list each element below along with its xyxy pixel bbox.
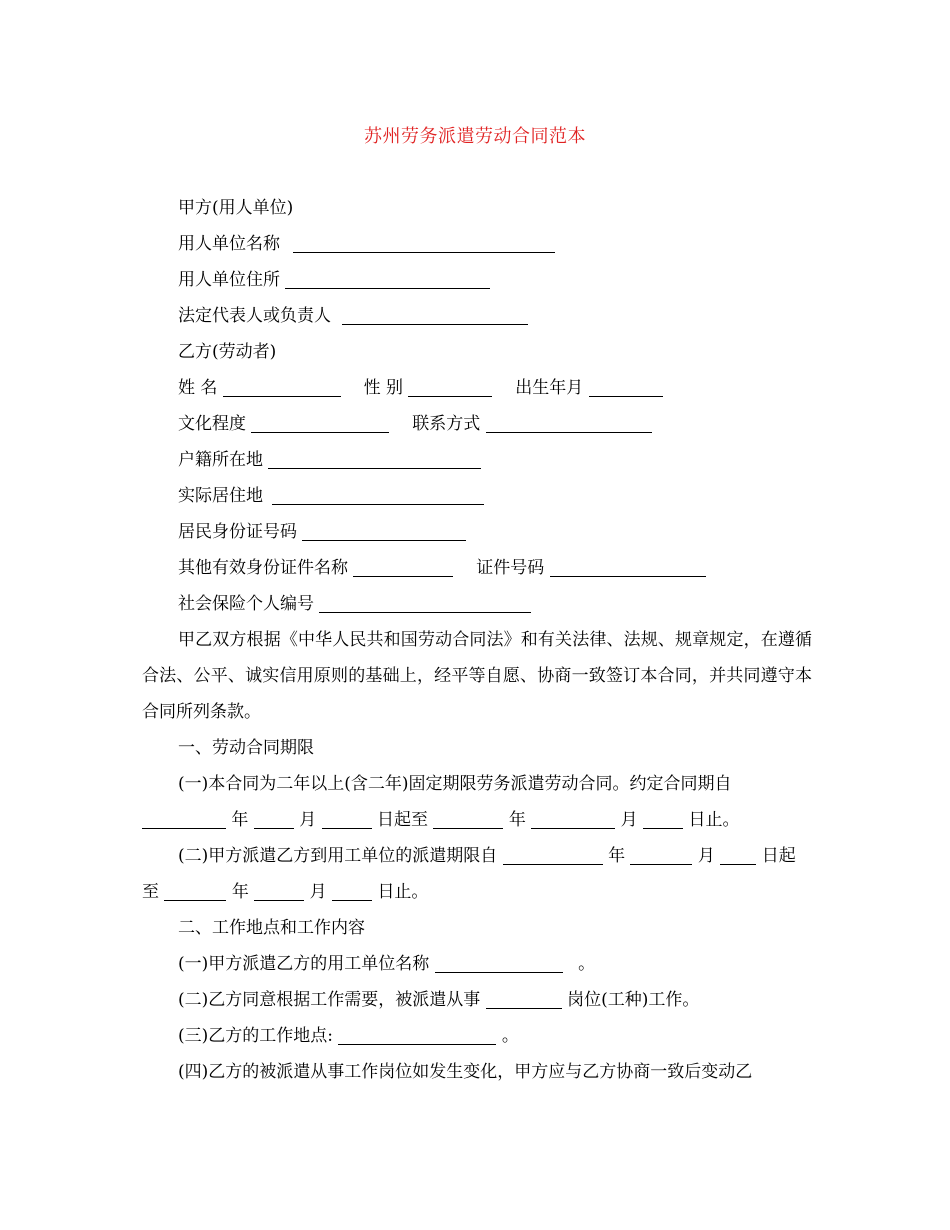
dispatch-end-month-blank[interactable] (254, 878, 304, 901)
month-label: 月 (697, 846, 715, 866)
section2-item1 (142, 946, 812, 982)
cert-no-blank[interactable] (550, 554, 706, 577)
document-body (142, 190, 812, 1090)
preamble-paragraph: 甲乙双方根据《中华人民共和国劳动合同法》和有关法律、法规、规章规定，在遵循合法、公平、诚实信用原则的基础上，经平等自愿、协商一致签订本合同，并共同遵守本合同所列条款。 (142, 630, 812, 722)
hukou-blank[interactable] (268, 446, 481, 469)
id-label: 居民身份证号码 (178, 522, 297, 542)
social-label: 社会保险个人编号 (178, 594, 314, 614)
gender-blank[interactable] (408, 374, 492, 397)
dispatch-end-year-blank[interactable] (164, 878, 226, 901)
period-mark: 。 (501, 1026, 519, 1046)
education-blank[interactable] (251, 410, 389, 433)
residence-blank[interactable] (272, 482, 484, 505)
contract-end-day-blank[interactable] (643, 806, 683, 829)
legal-rep-blank[interactable] (342, 302, 528, 325)
residence-line (142, 478, 812, 514)
cert-no-label: 证件号码 (476, 558, 545, 578)
other-id-label: 其他有效身份证件名称 (178, 558, 348, 578)
legal-rep-label: 法定代表人或负责人 (178, 306, 331, 326)
user-unit-blank[interactable] (435, 950, 563, 973)
user-unit-label: (一)甲方派遣乙方的用工单位名称 (178, 954, 430, 974)
contract-start-day-blank[interactable] (322, 806, 372, 829)
birth-blank[interactable] (589, 374, 663, 397)
employer-address-label: 用人单位住所 (178, 270, 280, 290)
day-end-label: 日止。 (688, 810, 740, 830)
name-label: 姓 名 (178, 378, 218, 398)
social-blank[interactable] (319, 590, 531, 613)
section1-item1-line2 (142, 802, 812, 838)
day-from-short-label: 日起 (761, 846, 796, 866)
year-label: 年 (231, 882, 249, 902)
dispatch-start-day-blank[interactable] (720, 842, 756, 865)
dispatch-start-year-blank[interactable] (503, 842, 603, 865)
month-label: 月 (620, 810, 638, 830)
job-post-prefix: (二)乙方同意根据工作需要，被派遣从事 (178, 990, 481, 1010)
month-label: 月 (309, 882, 327, 902)
job-post-blank[interactable] (486, 986, 562, 1009)
contract-start-year-blank[interactable] (142, 806, 226, 829)
party-b-heading: 乙方(劳动者) (178, 342, 277, 362)
name-blank[interactable] (223, 374, 341, 397)
section2-item4: (四)乙方的被派遣从事工作岗位如发生变化，甲方应与乙方协商一致后变动乙 (178, 1062, 753, 1082)
section1-item2-line1 (142, 838, 812, 874)
year-label: 年 (608, 846, 626, 866)
year-label: 年 (508, 810, 526, 830)
employer-address-blank[interactable] (285, 266, 490, 289)
section2-heading: 二、工作地点和工作内容 (178, 918, 365, 938)
work-location-blank[interactable] (338, 1022, 496, 1045)
id-line (142, 514, 812, 550)
legal-rep-line (142, 298, 812, 334)
employer-name-blank[interactable] (293, 230, 555, 253)
employer-name-line (142, 226, 812, 262)
education-label: 文化程度 (178, 414, 246, 434)
work-location-label: (三)乙方的工作地点: (178, 1026, 333, 1046)
day-from-label: 日起至 (377, 810, 429, 830)
contract-start-month-blank[interactable] (254, 806, 294, 829)
hukou-label: 户籍所在地 (178, 450, 263, 470)
gender-label: 性 别 (363, 378, 404, 398)
section1-item2-line2 (142, 874, 812, 910)
section2-item3 (142, 1018, 812, 1054)
employer-name-label: 用人单位名称 (178, 234, 280, 254)
section2-item2 (142, 982, 812, 1018)
to-label: 至 (142, 882, 159, 902)
contact-label: 联系方式 (412, 414, 481, 434)
other-id-line (142, 550, 812, 586)
education-line (142, 406, 812, 442)
section1-heading: 一、劳动合同期限 (178, 738, 314, 758)
contract-end-month-blank[interactable] (531, 806, 615, 829)
day-end-label: 日止。 (377, 882, 429, 902)
social-insurance-line (142, 586, 812, 622)
section1-item1-line1: (一)本合同为二年以上(含二年)固定期限劳务派遣劳动合同。约定合同期自 (178, 774, 732, 794)
contract-end-year-blank[interactable] (433, 806, 503, 829)
employer-address-line (142, 262, 812, 298)
party-a-heading: 甲方(用人单位) (178, 198, 294, 218)
hukou-line (142, 442, 812, 478)
id-blank[interactable] (302, 518, 466, 541)
personal-info-line (142, 370, 812, 406)
other-id-blank[interactable] (353, 554, 453, 577)
document-title: 苏州劳务派遣劳动合同范本 (364, 126, 586, 147)
job-post-suffix: 岗位(工种)工作。 (567, 990, 700, 1010)
month-label: 月 (299, 810, 317, 830)
dispatch-start-month-blank[interactable] (630, 842, 692, 865)
dispatch-period-text: (二)甲方派遣乙方到用工单位的派遣期限自 (178, 846, 498, 866)
birth-label: 出生年月 (515, 378, 584, 398)
period-mark: 。 (578, 954, 596, 974)
residence-label: 实际居住地 (178, 486, 263, 506)
year-label: 年 (231, 810, 249, 830)
contact-blank[interactable] (486, 410, 652, 433)
dispatch-end-day-blank[interactable] (332, 878, 372, 901)
